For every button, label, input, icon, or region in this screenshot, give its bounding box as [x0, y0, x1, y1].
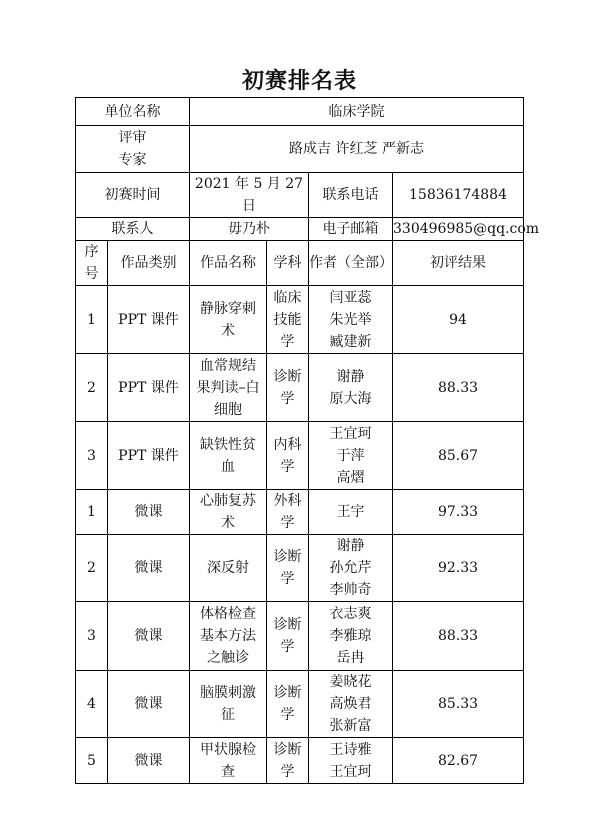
- email-value: 330496985@qq.com: [393, 218, 524, 241]
- table-row: [76, 422, 524, 490]
- row-work-name: 脑膜刺激 征: [190, 671, 267, 738]
- row-authors: 王宜珂 于萍 高熠: [309, 422, 393, 490]
- row-subject: 诊断 学: [267, 354, 309, 422]
- table-row: [76, 602, 524, 671]
- unit-name-value: 临床学院: [190, 98, 524, 126]
- row-work-name: 心肺复苏 术: [190, 490, 267, 535]
- row-category: PPT 课件: [108, 354, 190, 422]
- table-row: [76, 286, 524, 354]
- col-header-name: 作品名称: [190, 241, 267, 286]
- contest-time-label: 初赛时间: [76, 173, 190, 218]
- row-subject: 诊断 学: [267, 602, 309, 671]
- row-subject: 诊断 学: [267, 738, 309, 784]
- row-authors: 姜晓花 高焕君 张新富: [309, 671, 393, 738]
- row-result: 94: [393, 286, 524, 354]
- table-row: [76, 354, 524, 422]
- contact-person-label: 联系人: [76, 218, 190, 241]
- row-subject: 诊断 学: [267, 535, 309, 602]
- row-result: 88.33: [393, 354, 524, 422]
- row-subject: 临床 技能 学: [267, 286, 309, 354]
- col-header-authors: 作者（全部）: [309, 241, 393, 286]
- row-category: PPT 课件: [108, 286, 190, 354]
- row-work-name: 缺铁性贫 血: [190, 422, 267, 490]
- row-result: 85.67: [393, 422, 524, 490]
- row-work-name: 甲状腺检 查: [190, 738, 267, 784]
- email-label: 电子邮箱: [309, 218, 393, 241]
- row-result: 82.67: [393, 738, 524, 784]
- page-title: 初赛排名表: [241, 68, 357, 94]
- row-result: 85.33: [393, 671, 524, 738]
- row-seq: 2: [76, 535, 108, 602]
- row-seq: 1: [76, 286, 108, 354]
- row-authors: 王宇: [309, 490, 393, 535]
- row-subject: 外科 学: [267, 490, 309, 535]
- phone-label: 联系电话: [309, 173, 393, 218]
- contest-time-value: 2021 年 5 月 27 日: [190, 173, 309, 218]
- row-seq: 4: [76, 671, 108, 738]
- row-category: 微课: [108, 602, 190, 671]
- table-row: [76, 490, 524, 535]
- table-row: [76, 535, 524, 602]
- row-category: 微课: [108, 738, 190, 784]
- row-category: 微课: [108, 671, 190, 738]
- row-result: 88.33: [393, 602, 524, 671]
- ranking-table: [75, 97, 540, 784]
- row-work-name: 体格检查 基本方法 之触诊: [190, 602, 267, 671]
- row-category: PPT 课件: [108, 422, 190, 490]
- row-result: 97.33: [393, 490, 524, 535]
- row-seq: 5: [76, 738, 108, 784]
- col-header-seq: 序 号: [76, 241, 108, 286]
- contact-person-value: 毋乃朴: [190, 218, 309, 241]
- row-authors: 闫亚蕊 朱光举 臧建新: [309, 286, 393, 354]
- row-work-name: 深反射: [190, 535, 267, 602]
- unit-name-label: 单位名称: [76, 98, 190, 126]
- col-header-category: 作品类别: [108, 241, 190, 286]
- table-row: [76, 738, 524, 784]
- table-row: [76, 671, 524, 738]
- row-subject: 内科 学: [267, 422, 309, 490]
- table-body: [76, 286, 524, 784]
- phone-value: 15836174884: [393, 173, 524, 218]
- row-authors: 衣志爽 李雅琼 岳冉: [309, 602, 393, 671]
- row-category: 微课: [108, 535, 190, 602]
- row-authors: 谢静 孙允芹 李帅奇: [309, 535, 393, 602]
- row-seq: 3: [76, 602, 108, 671]
- row-authors: 王诗雅 王宜珂: [309, 738, 393, 784]
- row-work-name: 血常规结 果判读–白 细胞: [190, 354, 267, 422]
- row-result: 92.33: [393, 535, 524, 602]
- col-header-result: 初评结果: [393, 241, 524, 286]
- row-seq: 3: [76, 422, 108, 490]
- row-seq: 1: [76, 490, 108, 535]
- row-authors: 谢静 原大海: [309, 354, 393, 422]
- reviewer-label: 评审 专家: [76, 126, 190, 173]
- row-category: 微课: [108, 490, 190, 535]
- col-header-subject: 学科: [267, 241, 309, 286]
- row-subject: 诊断 学: [267, 671, 309, 738]
- row-work-name: 静脉穿刺 术: [190, 286, 267, 354]
- row-seq: 2: [76, 354, 108, 422]
- reviewer-names: 路成吉 许红芝 严新志: [190, 126, 524, 173]
